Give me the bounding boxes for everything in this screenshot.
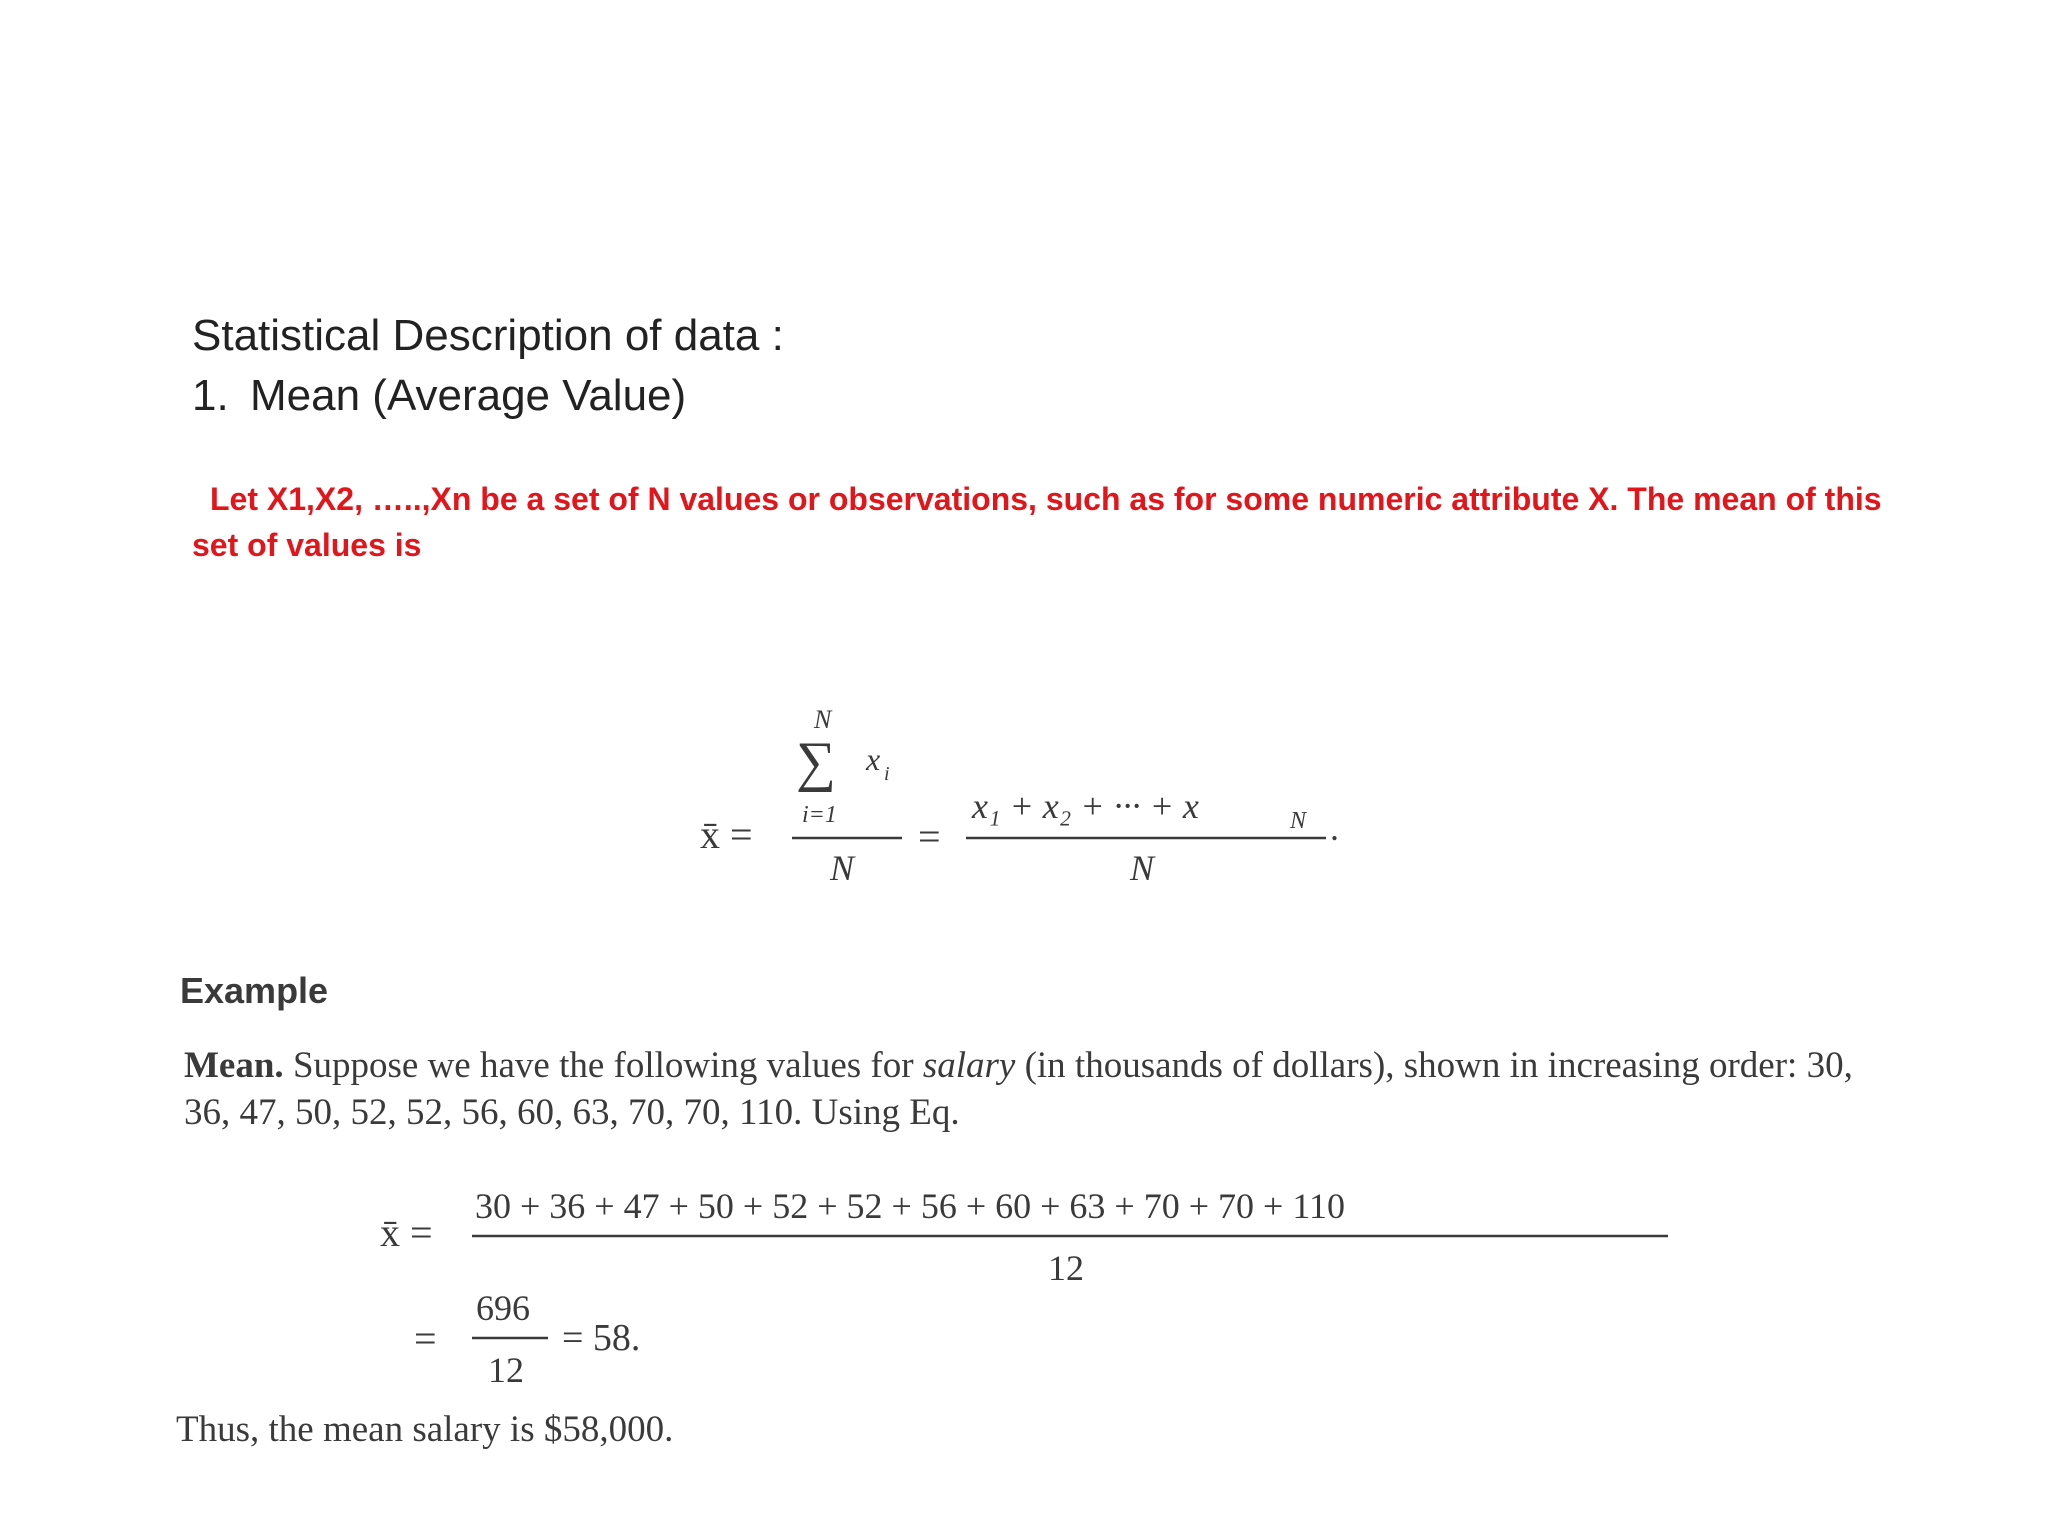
example-italic-word: salary <box>922 1045 1016 1086</box>
list-number: 1. <box>192 371 229 420</box>
mean-formula <box>700 705 1339 888</box>
formula-denominator: N <box>830 848 855 888</box>
example-calculation <box>380 1186 1668 1390</box>
calc-frac-numerator: 696 <box>476 1288 530 1328</box>
formula-expanded-numerator: x₁ + x₂ + ··· + x <box>972 786 1199 826</box>
formula-sum-lower: i=1 <box>802 802 837 828</box>
list-item-label: Mean (Average Value) <box>250 371 687 420</box>
formula-sum-term: x <box>866 741 881 777</box>
formula-sum-term-sub: i <box>884 763 890 785</box>
example-title: Example <box>180 970 329 1011</box>
calc-lhs: x̄ = <box>380 1210 433 1255</box>
definition-text: Let X1,X2, …..,Xn be a set of N values or observations, such as for some numeric attribute X. The mean of this set of values is <box>192 481 1882 563</box>
example-text-after: (in thousands of dollars), shown in increasing order: 30, 36, 47, 50, 52, 52, 56, 60, 63, 70, 70, 110. Using Eq. <box>184 1045 1853 1133</box>
calc-result: = 58. <box>562 1317 641 1359</box>
conclusion: Thus, the mean salary is $58,000. <box>176 1409 674 1450</box>
example-text-before: Suppose we have the following values for <box>283 1045 923 1086</box>
slide-title: Statistical Description of data : <box>192 311 784 360</box>
calc-denominator: 12 <box>1048 1248 1084 1288</box>
calc-equals: = <box>414 1316 437 1361</box>
calc-frac-denominator: 12 <box>488 1350 524 1390</box>
formula-expanded-denominator: N <box>1130 848 1155 888</box>
formula-period: . <box>1330 808 1339 848</box>
formula-equals: = <box>918 814 941 859</box>
formula-sum-symbol: ∑ <box>796 731 836 793</box>
formula-expanded-numerator-sub: N <box>1290 808 1307 834</box>
example-paragraph <box>184 1042 1884 1136</box>
formula-lhs: x̄ = <box>700 812 753 857</box>
calc-numerator: 30 + 36 + 47 + 50 + 52 + 52 + 56 + 60 + 63 + 70 + 70 + 110 <box>475 1186 1345 1226</box>
formula-sum-upper: N <box>814 705 832 734</box>
example-lead: Mean. <box>184 1045 284 1086</box>
